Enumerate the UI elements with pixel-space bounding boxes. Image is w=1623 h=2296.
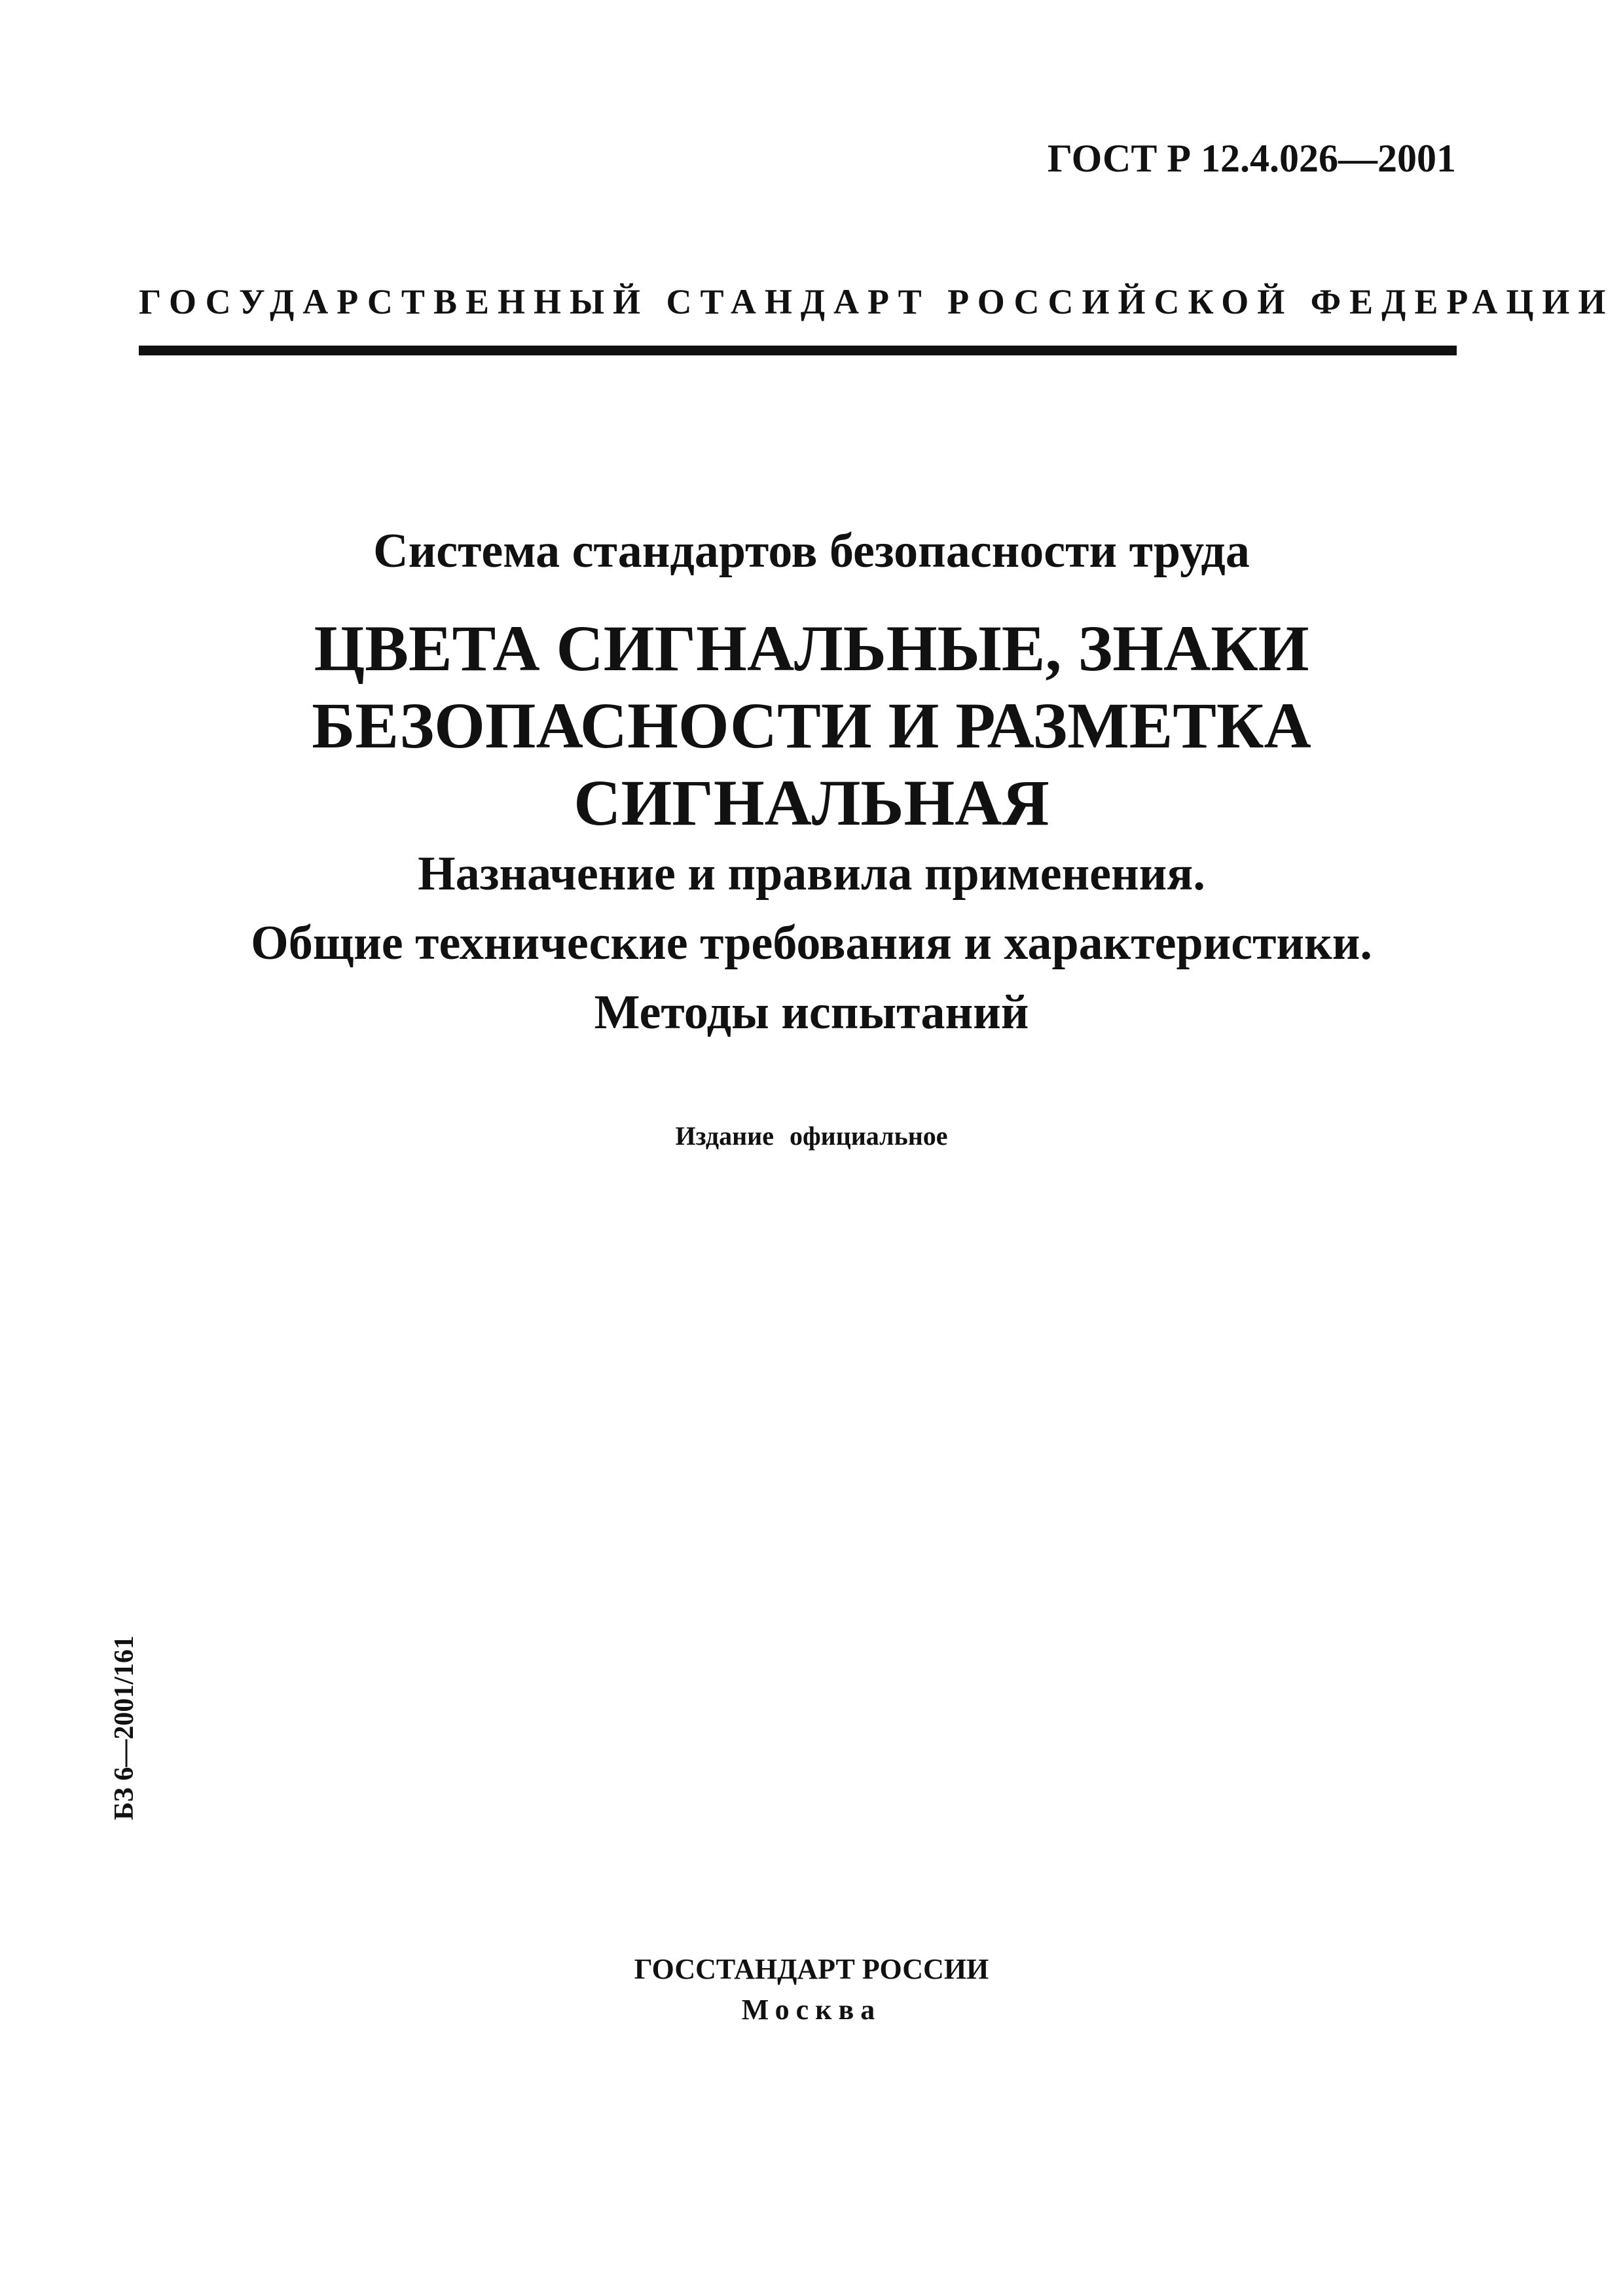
subtitle-line: Назначение и правила применения. (418, 847, 1205, 901)
publisher-block (0, 1949, 1623, 2030)
main-title-line: ЦВЕТА СИГНАЛЬНЫЕ, ЗНАКИ (314, 612, 1309, 685)
header-rule (139, 346, 1457, 355)
main-title-line: БЕЗОПАСНОСТИ И РАЗМЕТКА (312, 689, 1311, 762)
publisher-city: Москва (741, 1994, 882, 2026)
main-title (0, 610, 1623, 842)
document-number: ГОСТ Р 12.4.026—2001 (1047, 137, 1456, 180)
edition-label: Издание официальное (675, 1121, 948, 1151)
standards-series-title: Система стандартов безопасности труда (373, 524, 1250, 578)
subtitle (0, 839, 1623, 1047)
main-title-line: СИГНАЛЬНАЯ (574, 766, 1049, 839)
subtitle-line: Методы испытаний (594, 986, 1029, 1039)
agency-heading: ГОСУДАРСТВЕННЫЙ СТАНДАРТ РОССИЙСКОЙ ФЕДЕРАЦИИ (139, 282, 1614, 321)
subtitle-line: Общие технические требования и характеристики. (251, 916, 1372, 970)
publisher-name: ГОССТАНДАРТ РОССИИ (634, 1953, 989, 1985)
side-print-code: БЗ 6—2001/161 (109, 1635, 139, 1821)
